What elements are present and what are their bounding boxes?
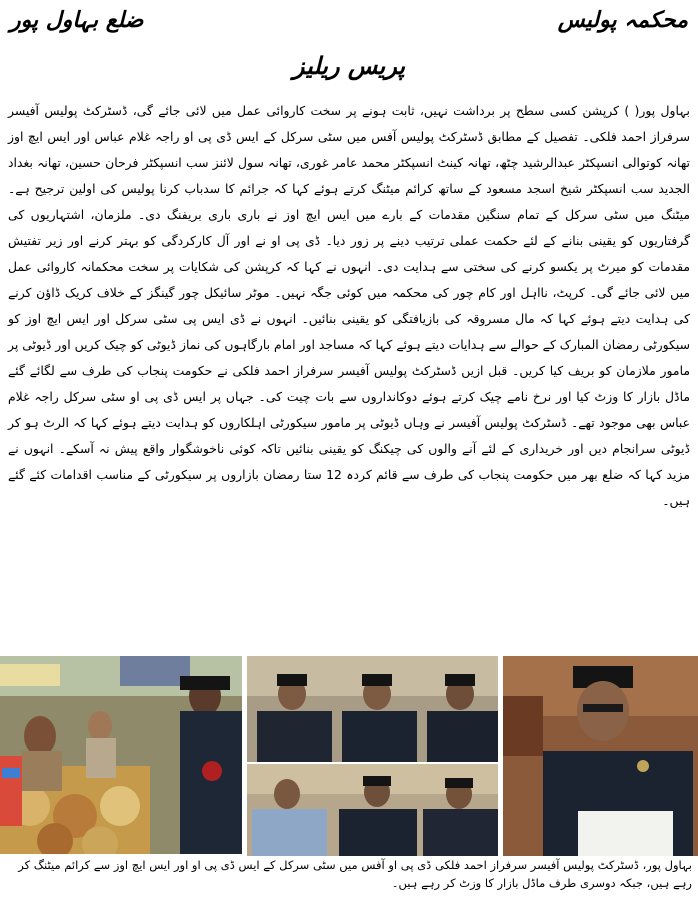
dpo-portrait-photo (503, 656, 698, 856)
page-title: پریس ریلیز (292, 52, 406, 80)
market-photo (0, 656, 242, 854)
photo-caption: بہاول پور، ڈسٹرکٹ پولیس آفیسر سرفراز احمد فلکی ڈی پی او آفس میں سٹی سرکل کے ایس ڈی پی او اور ایس ایچ اوز سے کرائم میٹنگ کر رہے ہیں، جبکہ دوسری طرف ماڈل بازار کا وزٹ کر رہے ہیں۔ (18, 858, 692, 890)
market-photo-image (0, 656, 242, 854)
meeting-photo-top (247, 656, 498, 762)
meeting-photo-bottom (247, 764, 498, 856)
meeting-photo-bottom-image (247, 764, 498, 856)
meeting-photo-top-image (247, 656, 498, 762)
photo-strip (0, 654, 698, 856)
district-heading: ضلع بہاول پور (10, 8, 144, 33)
body-paragraph: بہاول پور( ) کرپشن کسی سطح پر برداشت نہیں، ثابت ہونے پر سخت کاروائی عمل میں لائی جائے گی، ڈسٹرکٹ پولیس آفیسر سرفراز احمد فلکی۔ تفصیل کے مطابق ڈسٹرکٹ پولیس آفس میں سٹی سرکل کے ایس ڈی پی او راجہ غلام عباس اور ایس ایچ اوز تھانہ کوتوالی انسپکٹر عبدالرشید چٹھ، تھانہ کینٹ انسپکٹر محمد عامر غوری، تھانہ سول لائنز سب انسپکٹر فرحان حسین، تھانہ بغداد الجدید سب انسپکٹر شیخ اسجد مسعود کے ساتھ کرائم میٹنگ کرتے ہوئے کہا کہ جرائم کا سدباب کرنا پولیس کی اولین ترجیح ہے۔ میٹنگ میں سٹی سرکل کے تمام سنگین مقدمات کے بارے میں ایس ایچ اوز نے باری باری بریفنگ دی۔ ملزمان، اشتہاریوں کی گرفتاریوں کو یقینی بنانے کے لئے حکمت عملی ترتیب دینے پر زور دیا۔ ڈی پی او نے اور آل کارکردگی کو بہتر کرنے اور زیر تفتیش مقدمات کو میرٹ پر یکسو کرنے کی سختی سے ہدایت دی۔ انہوں نے کہا کہ کرپشن کی شکایات پر سخت محکمانہ کاروائی عمل میں لائی جائے گی۔ کرپٹ، نااہل اور کام چور کی محکمہ میں کوئی جگہ نہیں۔ موٹر سائیکل چور گینگز کے خلاف کریک ڈاؤن کرنے کی ہدایت دیتے ہوئے کہا کہ مال مسروقہ کی بازیافتگی کو یقینی بنائیں۔ انہوں نے ڈی ایس پی سٹی سرکل اور ایس ایچ اوز کو سیکورٹی رمضان المبارک کے حوالے سے ہدایات دیتے ہوئے کہا کہ مساجد اور امام بارگاہوں کی نماز ڈیوٹی کو چیک کریں اور ڈیوٹی پر مامور ملازمان کو بریف کیا کریں۔ قبل ازیں ڈسٹرکٹ پولیس آفیسر سرفراز احمد فلکی نے حکومت پنجاب کی طرف سے لگائے گئے ماڈل بازار کا وزٹ کیا اور نرخ نامے چیک کرتے ہوئے دوکانداروں سے بات چیت کی۔ جہاں پر ایس ڈی پی او سٹی سرکل راجہ غلام عباس بھی موجود تھے۔ ڈسٹرکٹ پولیس آفیسر نے وہاں ڈیوٹی پر مامور سیکورٹی اہلکاروں کو ہدایت دیتے ہوئے کہا کہ الرٹ ہو کر ڈیوٹی سرانجام دیں اور خریداری کے لئے آنے والوں کی چیکنگ کو یقینی بنائیں تاکہ کوئی ناخوشگوار واقع پیش نہ آسکے۔ انہوں نے مزید کہا کہ ضلع بھر میں حکومت پنجاب کی طرف سے قائم کردہ 12 ستا رمضان بازاروں پر سیکورٹی کے مناسب اقدامات کئے گئے ہیں۔ (8, 103, 690, 508)
press-release-body (8, 98, 690, 514)
dpo-portrait-image (503, 656, 698, 856)
department-heading: محکمہ پولیس (557, 8, 688, 33)
page-header (0, 0, 698, 48)
